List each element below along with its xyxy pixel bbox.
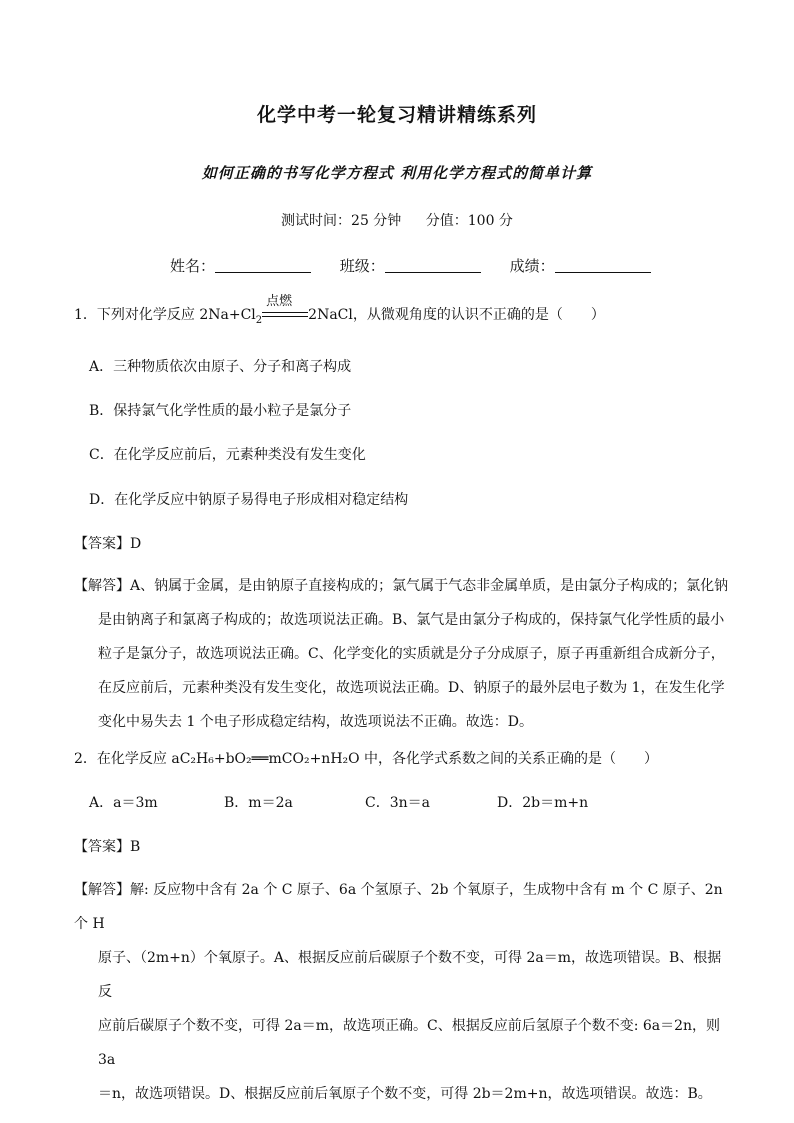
question-1 xyxy=(74,294,605,326)
q1-exp-line: 粒子是氯分子，故选项说法正确。C、化学变化的实质就是分子分成原子，原子再重新组合成新分子， xyxy=(98,646,725,662)
name-label: 姓名： xyxy=(170,257,216,275)
q2-exp-line: 【解答】解: 反应物中含有 2a 个 C 原子、6a 个氢原子、2b 个氧原子，生成物中含有 m 个 C 原子、2n 个 H xyxy=(74,882,723,932)
student-info xyxy=(170,255,675,276)
q1-exp-line: 是由钠离子和氯离子构成的；故选项说法正确。B、氯气是由氯分子构成的，保持氯气化学性质的最小 xyxy=(98,612,725,628)
q1-exp-line: 【解答】A、钠属于金属，是由钠原子直接构成的；氯气属于气态非金属单质，是由氯分子构成的；氯化钠 xyxy=(74,578,729,594)
q2-exp-line: 原子、（2m+n）个氧原子。A、根据反应前后碳原子个数不变，可得 2a＝m，故选项错误。B、根据反 xyxy=(98,950,722,1000)
q1-prefix: 1．下列对化学反应 2Na+Cl xyxy=(74,307,256,323)
q1-explanation xyxy=(74,569,734,739)
q1-exp-line: 变化中易失去 1 个电子形成稳定结构，故选项说法不正确。故选：D。 xyxy=(98,714,534,730)
reaction-condition: 点燃 xyxy=(266,294,293,309)
document-title: 化学中考一轮复习精讲精练系列 xyxy=(256,104,537,126)
q1-option-c: C．在化学反应前后，元素种类没有发生变化 xyxy=(89,447,366,463)
name-blank[interactable] xyxy=(215,258,311,273)
test-meta xyxy=(0,210,794,230)
document-subtitle: 如何正确的书写化学方程式 利用化学方程式的简单计算 xyxy=(201,164,593,182)
class-label: 班级： xyxy=(339,257,385,275)
class-field[interactable] xyxy=(340,255,481,276)
q1-option-a: A．三种物质依次由原子、分子和离子构成 xyxy=(89,359,352,375)
q2-option-b: B．m＝2a xyxy=(224,795,293,811)
question-2: 2．在化学反应 aC₂H₆+bO₂══mCO₂+nH₂O 中，各化学式系数之间的关系正确的是（ ） xyxy=(74,751,659,767)
time-label: 测试时间：25 分钟 xyxy=(281,213,402,229)
q2-exp-line: ＝n，故选项错误。D、根据反应前后氧原子个数不变，可得 2b＝2m+n，故选项错误。故选：B。 xyxy=(98,1086,712,1102)
score-blank[interactable] xyxy=(555,258,651,273)
q2-answer: 【答案】B xyxy=(74,839,141,855)
q1-suffix: 2NaCl，从微观角度的认识不正确的是（ ） xyxy=(308,307,605,323)
q1-exp-line: 在反应前后，元素种类没有发生变化，故选项说法正确。D、钠原子的最外层电子数为 1，在发生化学 xyxy=(98,680,725,696)
q2-option-c: C．3n＝a xyxy=(365,795,430,811)
q1-answer: 【答案】D xyxy=(74,536,142,552)
q1-option-d: D．在化学反应中钠原子易得电子形成相对稳定结构 xyxy=(89,492,409,508)
q2-option-a: A．a＝3m xyxy=(89,795,158,811)
q2-option-d: D．2b＝m+n xyxy=(497,795,589,811)
name-field[interactable] xyxy=(170,255,311,276)
q1-option-b: B．保持氯气化学性质的最小粒子是氯分子 xyxy=(89,403,352,419)
q2-explanation xyxy=(74,873,734,1111)
score-label-field: 成绩： xyxy=(509,257,555,275)
score-field[interactable] xyxy=(510,255,651,276)
q2-exp-line: 应前后碳原子个数不变，可得 2a＝m，故选项正确。C、根据反应前后氢原子个数不变: 6a＝2n，则 3a xyxy=(98,1018,721,1068)
double-line xyxy=(262,312,308,317)
reaction-arrow xyxy=(262,294,308,322)
q1-subscript: 2 xyxy=(255,314,263,326)
score-label: 分值：100 分 xyxy=(425,213,513,229)
class-blank[interactable] xyxy=(385,258,481,273)
